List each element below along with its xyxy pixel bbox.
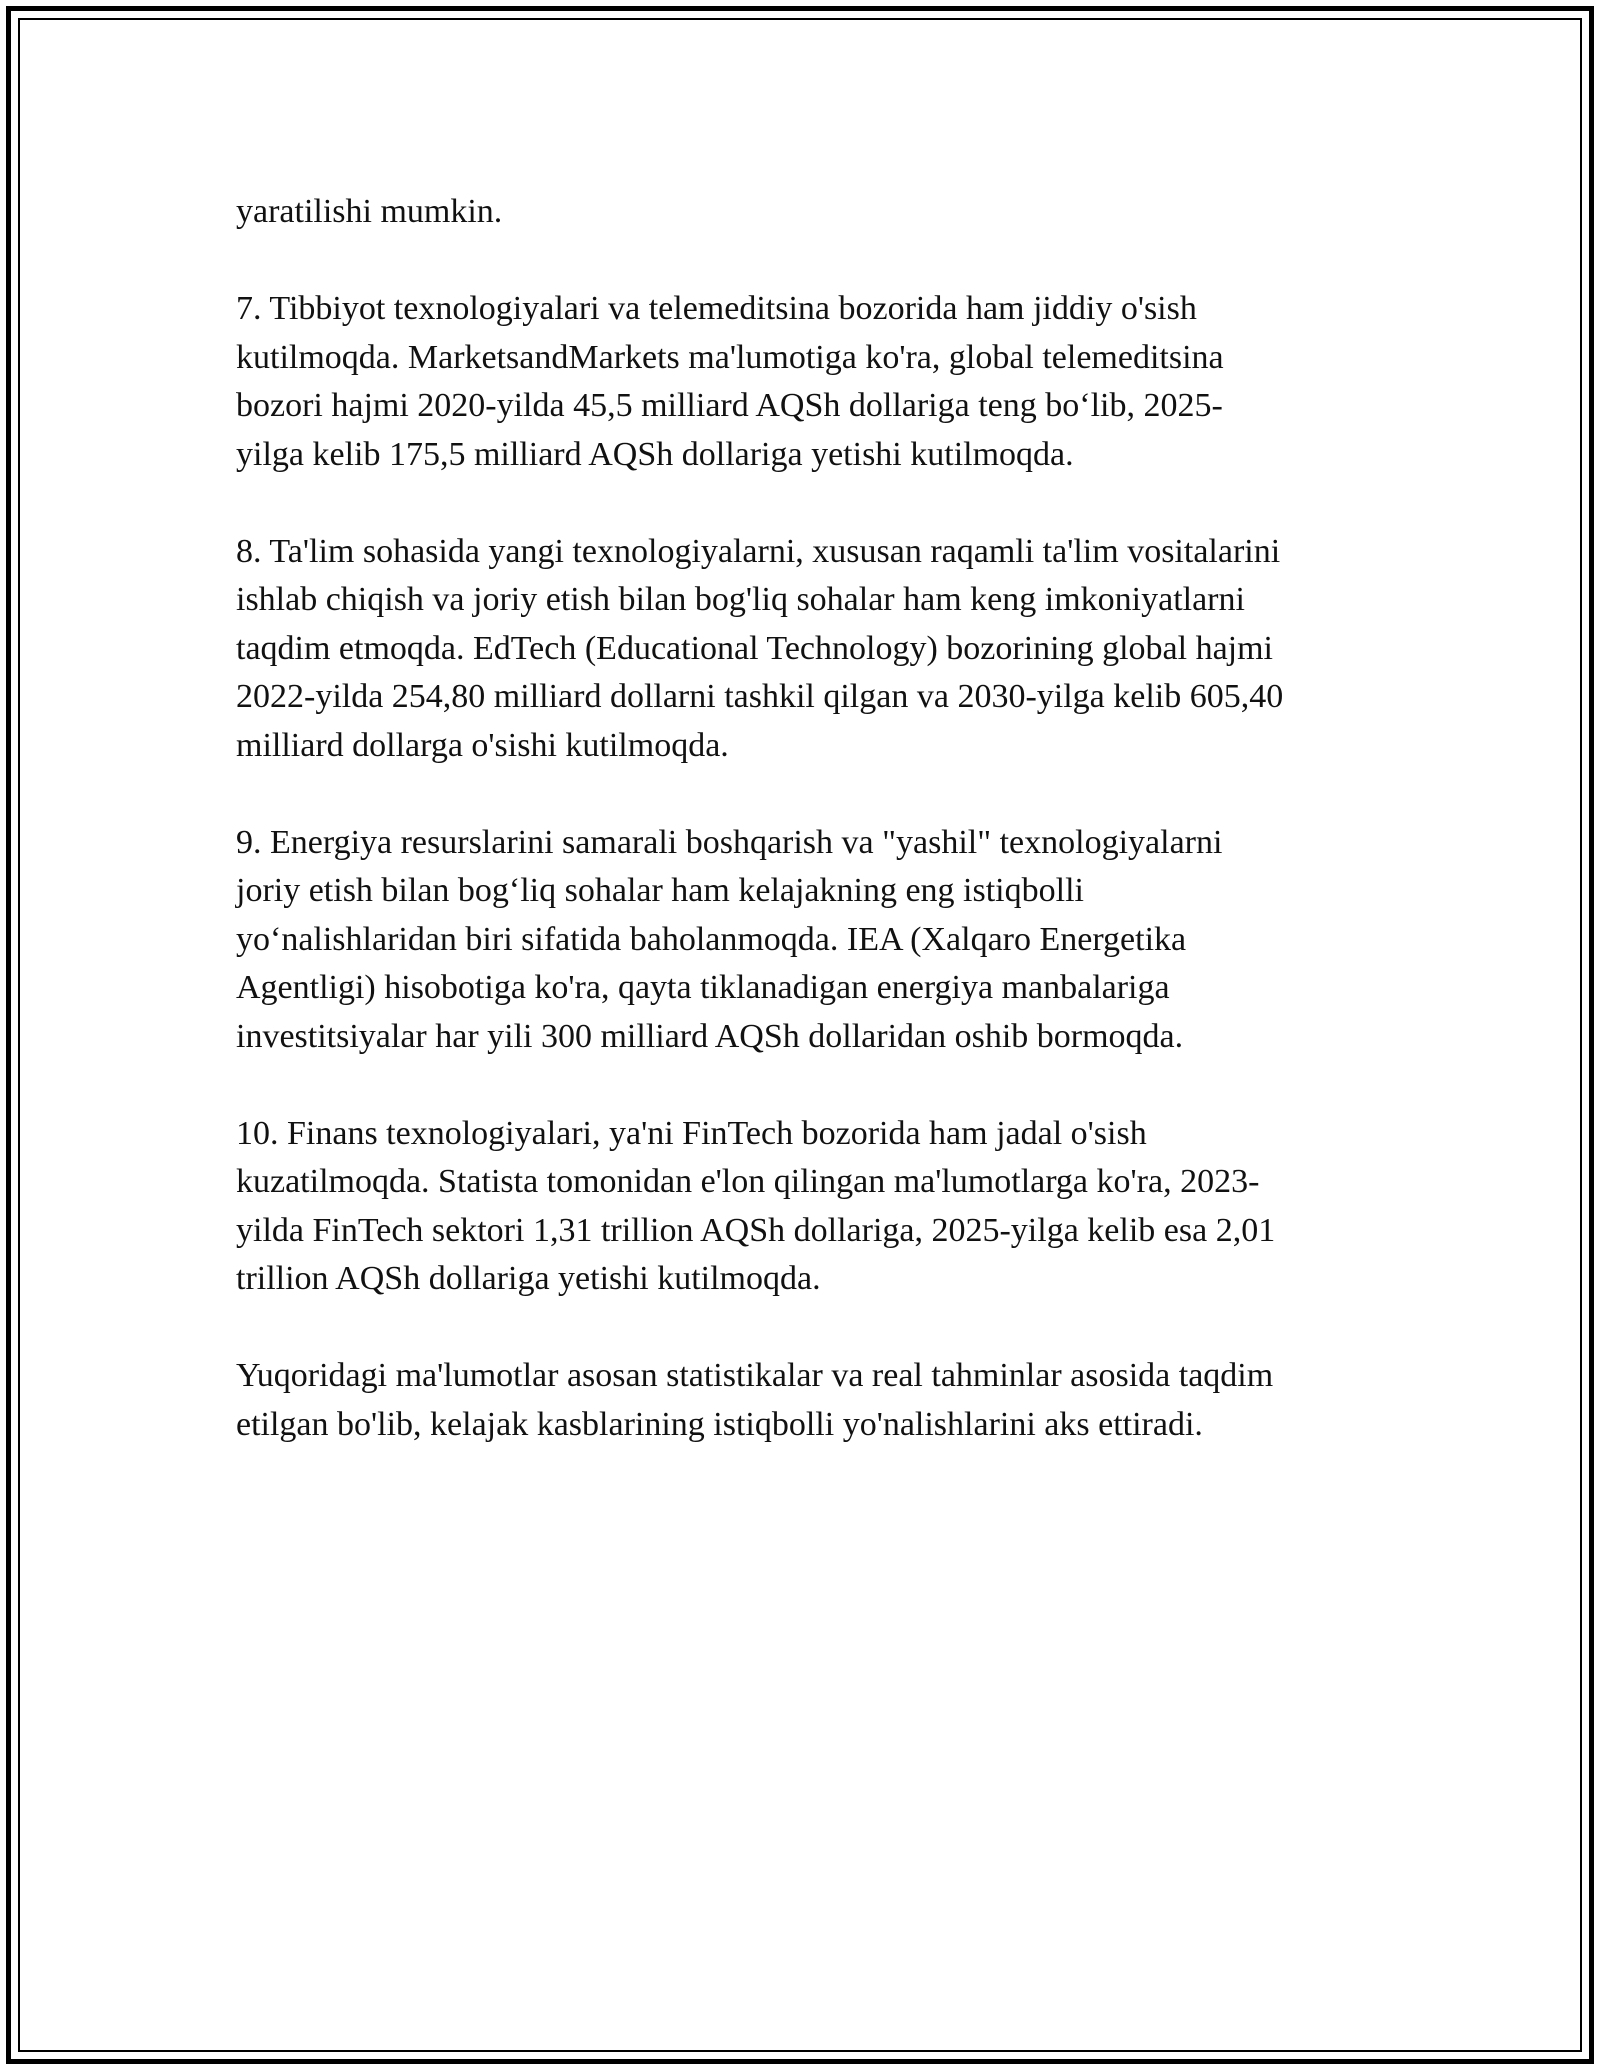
- document-body: [236, 188, 1376, 1498]
- paragraph-fintech: 10. Finans texnologiyalari, ya'ni FinTech bozorida ham jadal o'sish kuzatilmoqda. Statista tomonidan e'lon qilingan ma'lumotlarga ko'ra, 2023- yilda FinTech sektori 1,31 trillion AQSh dollariga, 2025-yilga kelib esa 2,01 trillion AQSh dollariga yetishi kutilmoqda.: [236, 1114, 1276, 1297]
- paragraph-continuation: yaratilishi mumkin.: [236, 193, 503, 230]
- paragraph-telemedicine: 7. Tibbiyot texnologiyalari va telemeditsina bozorida ham jiddiy o'sish kutilmoqda. MarketsandMarkets ma'lumotiga ko'ra, global telemeditsina bozori hajmi 2020-yilda 45,5 milliard AQSh dollariga teng bo‘lib, 2025- yilga kelib 175,5 milliard AQSh dollariga yetishi kutilmoqda.: [236, 290, 1224, 473]
- paragraph-conclusion: Yuqoridagi ma'lumotlar asosan statistikalar va real tahminlar asosida taqdim etilgan bo'lib, kelajak kasblarining istiqbolli yo'nalishlarini aks ettiradi.: [236, 1357, 1274, 1443]
- paragraph-green-energy: 9. Energiya resurslarini samarali boshqarish va "yashil" texnologiyalarni joriy etish bilan bog‘liq sohalar ham kelajakning eng istiqbolli yo‘nalishlaridan biri sifatida baholanmoqda. IEA (Xalqaro Energetika Agentligi) hisobotiga ko'ra, qayta tiklanadigan energiya manbalariga investitsiyalar har yili 300 milliard AQSh dollaridan oshib bormoqda.: [236, 823, 1223, 1055]
- paragraph-edtech: 8. Ta'lim sohasida yangi texnologiyalarni, xususan raqamli ta'lim vositalarini ishlab chiqish va joriy etish bilan bog'liq sohalar ham keng imkoniyatlarni taqdim etmoqda. EdTech (Educational Technology) bozorining global hajmi 2022-yilda 254,80 milliard dollarni tashkil qilgan va 2030-yilga kelib 605,40 milliard dollarga o'sishi kutilmoqda.: [236, 532, 1284, 764]
